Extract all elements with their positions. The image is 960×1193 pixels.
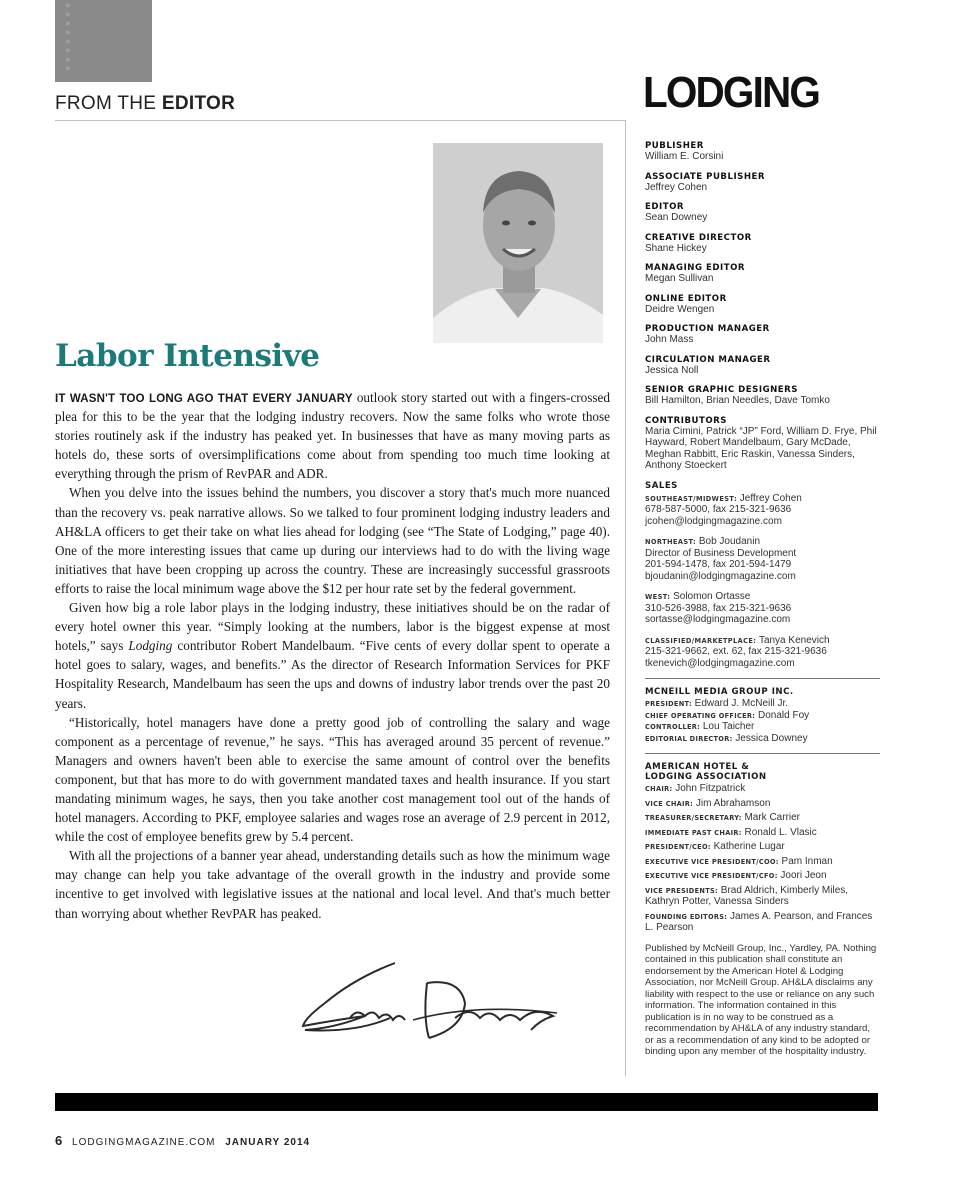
staff-role: CREATIVE DIRECTOR (645, 232, 752, 243)
sales-heading: SALES (645, 480, 678, 491)
officer-name: Ronald L. Vlasic (744, 826, 817, 838)
publication-name: Lodging (128, 638, 173, 654)
officer-name: John Fitzpatrick (675, 783, 746, 794)
sales-rep (645, 591, 880, 626)
staff-names: John Mass (645, 334, 694, 345)
sales-list (645, 493, 880, 670)
staff-entry (645, 202, 880, 224)
officer-name: Mark Carrier (744, 812, 801, 823)
staff-role: MANAGING EDITOR (645, 263, 746, 273)
sales-rep (645, 536, 880, 582)
sales-rep-line (645, 536, 880, 548)
officer-line (645, 885, 880, 908)
staff-entry (645, 416, 880, 472)
article-paragraph: With all the projections of a banner year ahead, understanding details such as how the minimum wage may change can help you take advantage of the overall growth in the industry and provide some incentive to get involved with legislative issues at the national and local level. And that's much better than worrying about whether RevPAR has peaked. (55, 848, 610, 921)
sales-rep-detail: bjoudanin@lodgingmagazine.com (645, 570, 796, 582)
editor-signature (295, 958, 560, 1048)
officer-line (645, 812, 880, 824)
staff-names: Jessica Noll (645, 364, 699, 376)
mcneill-section (645, 687, 880, 744)
staff-entry (645, 263, 880, 285)
officer-line (645, 698, 880, 710)
sales-rep-name: Bob Joudanin (698, 536, 761, 547)
sales-rep (645, 493, 880, 528)
article-body (55, 388, 610, 923)
officer-role: PRESIDENT/CEO: (645, 843, 711, 851)
section-tab (55, 0, 152, 82)
sales-rep-detail: 215-321-9662, ext. 62, fax 215-321-9636 (645, 646, 827, 657)
footer-bar (55, 1093, 878, 1111)
article-paragraph: When you delve into the issues behind the numbers, you discover a story that's much more nuanced than the recovery vs. peak narrative allows. So we talked to four prominent lodging industry leaders and AH&LA officers to get their take on what lies ahead for lodging (see “The State of Lodging,” page 40). One of the more interesting issues that came up during our interviews had to do with the living wage initiatives that have been cropping up across the country. These are increasingly successful grassroots efforts to raise the local minimum wage above the $12 per hour rate set by the federal government. (55, 485, 610, 596)
sales-region: NORTHEAST: (645, 538, 697, 546)
section-label-bold: EDITOR (161, 93, 236, 114)
staff-names: Deidre Wengen (645, 303, 715, 315)
sales-rep-detail: tkenevich@lodgingmagazine.com (645, 657, 795, 669)
mcneill-heading: MCNEILL MEDIA GROUP INC. (645, 687, 794, 697)
masthead-logo: LODGING (643, 68, 820, 117)
officer-role: CHAIR: (645, 785, 673, 793)
staff-role: ONLINE EDITOR (645, 293, 727, 304)
officer-name: Pam Inman (781, 855, 833, 867)
staff-role: EDITOR (645, 202, 684, 212)
sales-rep-detail: 678-587-5000, fax 215-321-9636 (645, 504, 792, 515)
staff-entry (645, 233, 880, 255)
sales-rep-name: Tanya Kenevich (758, 634, 830, 646)
editor-portrait-icon (433, 143, 603, 343)
sales-rep (645, 635, 880, 670)
sales-rep-detail: sortasse@lodgingmagazine.com (645, 614, 791, 625)
officer-role: EDITORIAL DIRECTOR: (645, 734, 733, 743)
officer-name: Joori Jeon (780, 870, 827, 881)
chevron-pattern-icon: » » » » » » » » (65, 1, 70, 74)
officer-role: VICE CHAIR: (645, 799, 694, 808)
ahla-heading-line-1: AMERICAN HOTEL & (645, 762, 750, 772)
officer-line (645, 870, 880, 882)
footer-site: LODGINGMAGAZINE.COM (72, 1137, 216, 1148)
article-paragraph: “Historically, hotel managers have done a pretty good job of controlling the salary and wage component as a percentage of revenue,” he says. “This has averaged around 35 percent of revenue.” Managers and owners haven't been able to exercise the same amount of control over the benefits component, but that has more to do with government mandated taxes and health insurance. If you start mandating minimum wages, he says, then you take another cost management tool out of the hands of hotel managers. According to PKF, employee salaries and wages rose an average of 2.9 percent in 2012, while the cost of employee benefits grew by 5.4 percent. (55, 714, 610, 845)
officer-role: IMMEDIATE PAST CHAIR: (645, 828, 742, 837)
staff-role: PRODUCTION MANAGER (645, 324, 770, 334)
sales-region: SOUTHEAST/MIDWEST: (645, 494, 737, 503)
staff-entry (645, 324, 880, 346)
footer-issue: JANUARY 2014 (225, 1137, 311, 1148)
officer-name: James A. Pearson, and Frances L. Pearson (645, 910, 873, 933)
sales-rep-detail: 201-594-1478, fax 201-594-1479 (645, 559, 792, 570)
officer-name: Donald Foy (758, 709, 810, 721)
paragraph-text: outlook story started out with a fingers-crossed plea for this to be the year that the lodging industry recovers. Now the same folks who wrote those stories routinely ask if the industry has peaked yet. In businesses that have as many moving parts as hotels do, these sorts of oversimplifications come about from spending too much time looking at everything through the prism of RevPAR and ADR. (55, 390, 610, 482)
officer-role: TREASURER/SECRETARY: (645, 814, 742, 822)
staff-list (645, 141, 880, 472)
article-paragraph (55, 388, 610, 483)
officer-name: Katherine Lugar (713, 841, 785, 852)
officer-line (645, 841, 880, 853)
staff-role: CIRCULATION MANAGER (645, 354, 771, 365)
staff-names: William E. Corsini (645, 151, 724, 162)
officer-line (645, 856, 880, 868)
officer-name: Lou Taicher (702, 721, 755, 732)
ahla-section (645, 762, 880, 934)
publisher-disclaimer: Published by McNeill Group, Inc., Yardley, PA. Nothing contained in this publication shall constitute an endorsement by the American Hotel & Lodging Association, nor McNeill Group. AH&LA disclaims any liability with respect to the use or reliance on any such information. The information contained in this publication is in no way to be construed as a recommendation by AH&LA of any industry standard, or as a recommendation of any kind to be adopted or binding upon any member of the hospitality industry. (645, 942, 877, 1057)
staff-entry (645, 141, 880, 163)
divider (645, 678, 880, 679)
officer-line (645, 721, 880, 733)
divider (645, 753, 880, 754)
column-divider (625, 120, 626, 1076)
mcneill-officers (645, 698, 880, 744)
staff-entry (645, 294, 880, 316)
sales-rep-line (645, 493, 880, 505)
sales-rep-name: Solomon Ortasse (673, 591, 751, 602)
ahla-heading-line-2: LODGING ASSOCIATION (645, 772, 767, 782)
staff-entry (645, 355, 880, 377)
officer-line (645, 783, 880, 795)
header-rule (55, 120, 625, 121)
officer-line (645, 798, 880, 810)
page-number: 6 (55, 1133, 63, 1148)
sales-rep-detail: jcohen@lodgingmagazine.com (645, 515, 782, 527)
officer-line (645, 710, 880, 722)
officer-name: Jessica Downey (735, 732, 808, 744)
staff-names: Maria Cimini, Patrick “JP” Ford, William D. Frye, Phil Hayward, Robert Mandelbaum, Gary McDade, Meghan Rabbitt, Eric Raskin, Vanessa Sinders, Anthony Stoeckert (645, 425, 877, 471)
section-heading (55, 93, 235, 115)
section-label-light: FROM THE (55, 93, 157, 114)
lead-in: IT WASN'T TOO LONG AGO THAT EVERY JANUARY (55, 393, 353, 405)
staff-role: PUBLISHER (645, 141, 704, 151)
staff-role: SENIOR GRAPHIC DESIGNERS (645, 385, 798, 395)
ahla-officers (645, 783, 880, 934)
staff-names: Bill Hamilton, Brian Needles, Dave Tomko (645, 395, 830, 406)
sales-rep-detail: 310-526-3988, fax 215-321-9636 (645, 602, 792, 614)
sales-region: WEST: (645, 593, 671, 601)
sales-rep-line (645, 635, 880, 647)
editor-photo (433, 143, 603, 343)
staff-entry (645, 385, 880, 407)
staff-role: ASSOCIATE PUBLISHER (645, 171, 766, 182)
staff-role: CONTRIBUTORS (645, 415, 727, 426)
article-paragraph (55, 598, 610, 713)
officer-role: EXECUTIVE VICE PRESIDENT/COO: (645, 857, 779, 866)
sales-rep-line (645, 591, 880, 603)
masthead-staff (645, 141, 880, 1058)
sales-section (645, 481, 880, 670)
staff-names: Shane Hickey (645, 242, 707, 254)
officer-name: Jim Abrahamson (695, 797, 771, 809)
staff-entry (645, 172, 880, 194)
officer-role: EXECUTIVE VICE PRESIDENT/CFO: (645, 872, 778, 880)
officer-role: FOUNDING EDITORS: (645, 912, 728, 921)
sales-rep-name: Jeffrey Cohen (739, 492, 802, 504)
sales-rep-detail: Director of Business Development (645, 547, 797, 559)
officer-role: CONTROLLER: (645, 723, 701, 731)
officer-line (645, 827, 880, 839)
officer-role: PRESIDENT: (645, 700, 692, 708)
officer-role: VICE PRESIDENTS: (645, 886, 718, 895)
paragraph-text: Given how big a role labor plays in the lodging industry, these initiatives should be on the radar of every hotel owner this year. “Simply looking at the numbers, labor is the biggest expense at most hotels,” says (55, 600, 610, 654)
article-title: Labor Intensive (55, 338, 320, 374)
staff-names: Megan Sullivan (645, 273, 714, 284)
staff-names: Sean Downey (645, 212, 708, 223)
officer-name: Brad Aldrich, Kimberly Miles, Kathryn Potter, Vanessa Sinders (645, 884, 849, 907)
officer-line (645, 733, 880, 745)
officer-role: CHIEF OPERATING OFFICER: (645, 711, 756, 720)
officer-name: Edward J. McNeill Jr. (694, 698, 789, 709)
sales-region: CLASSIFIED/MARKETPLACE: (645, 636, 757, 645)
staff-names: Jeffrey Cohen (645, 181, 708, 193)
officer-line (645, 911, 880, 934)
page-footer (55, 1133, 310, 1149)
paragraph-text: contributor Robert Mandelbaum. “Five cents of every dollar spent to operate a hotel goes to salary, wages, and benefits.” As the director of Research Information Services for PKF Hospitality Research, Mandelbaum has seen the ups and downs of industry labor trends over the past 20 years. (55, 638, 610, 711)
